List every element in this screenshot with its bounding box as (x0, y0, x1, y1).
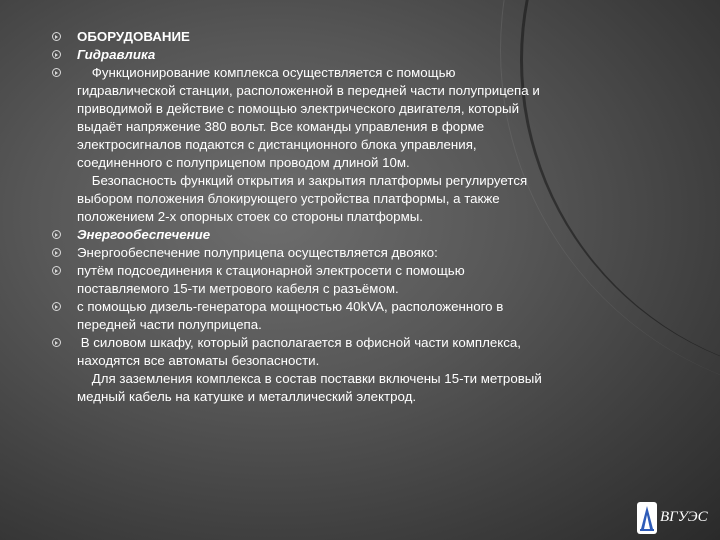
slide-content (52, 28, 612, 406)
bullet-arrow-icon (52, 248, 61, 257)
bullet-arrow-icon (52, 32, 61, 41)
university-logo (636, 497, 716, 537)
logo-text: ВГУЭС (660, 509, 708, 525)
bullet-arrow-icon (52, 302, 61, 311)
text-line: гидравлической станции, расположенной в передней части полуприцепа и (77, 83, 540, 98)
text-line: с помощью дизель-генератора мощностью 40kVA, расположенного в (77, 299, 504, 314)
bullet-item (52, 298, 612, 334)
bullet-item (52, 46, 612, 64)
bullet-arrow-icon (52, 266, 61, 275)
text-line: медный кабель на катушке и металлический электрод. (77, 389, 417, 404)
bullet-arrow-icon (52, 230, 61, 239)
text-line: путём подсоединения к стационарной электросети с помощью (77, 263, 465, 278)
bullet-item (52, 28, 612, 46)
text-line: электросигналов подаются с дистанционного блока управления, (77, 137, 477, 152)
bullet-item (52, 64, 612, 226)
bullet-arrow-icon (52, 68, 61, 77)
text-line: соединенного с полуприцепом проводом длиной 10м. (77, 155, 410, 170)
bullet-item (52, 244, 612, 262)
text-line: Энергообеспечение полуприцепа осуществляется двояко: (77, 245, 438, 260)
emblem-icon (636, 501, 658, 535)
bullet-item (52, 226, 612, 244)
text-line: Гидравлика (77, 47, 156, 62)
text-line: приводимой в действие с помощью электрического двигателя, который (77, 101, 519, 116)
text-line: Энергообеспечение (77, 227, 211, 242)
text-line: выбором положения блокирующего устройства платформы, а также (77, 191, 500, 206)
text-line: Для заземления комплекса в состав поставки включены 15-ти метровый (77, 371, 542, 386)
text-line: ОБОРУДОВАНИЕ (77, 29, 190, 44)
text-line: передней части полуприцепа. (77, 317, 262, 332)
text-line: Функционирование комплекса осуществляется с помощью (77, 65, 456, 80)
text-line: положением 2-х опорных стоек со стороны платформы. (77, 209, 423, 224)
text-line: Безопасность функций открытия и закрытия платформы регулируется (77, 173, 528, 188)
bullet-arrow-icon (52, 50, 61, 59)
text-line: В силовом шкафу, который располагается в офисной части комплекса, (77, 335, 521, 350)
text-line: находятся все автоматы безопасности. (77, 353, 320, 368)
bullet-item (52, 334, 612, 406)
bullet-arrow-icon (52, 338, 61, 347)
text-line: выдаёт напряжение 380 вольт. Все команды управления в форме (77, 119, 485, 134)
bullet-item (52, 262, 612, 298)
text-line: поставляемого 15-ти метрового кабеля с разъёмом. (77, 281, 399, 296)
